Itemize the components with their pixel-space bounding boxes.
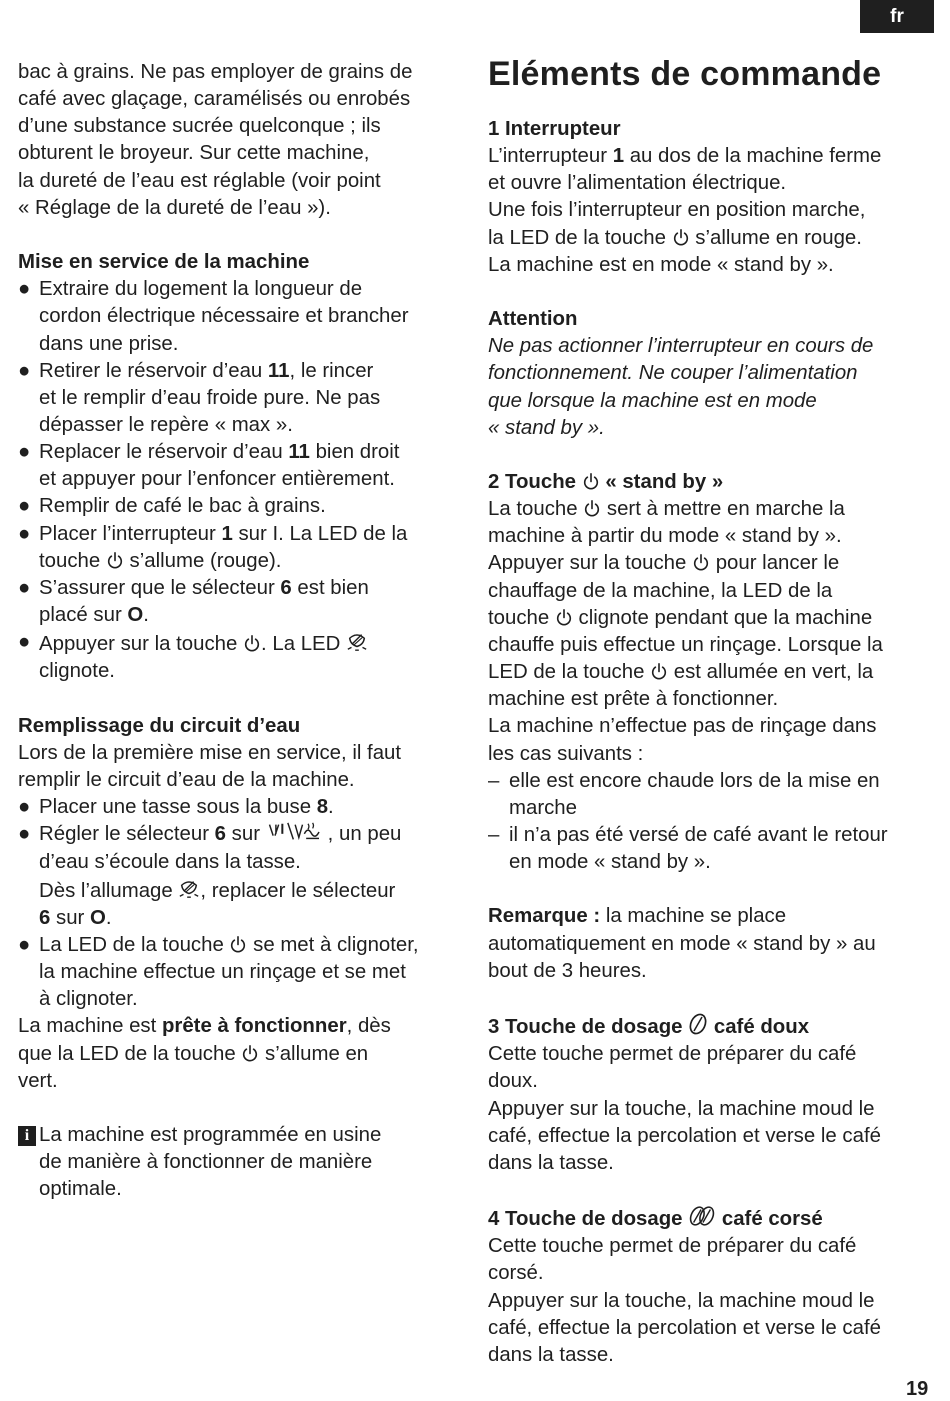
section-heading-mise-en-service: Mise en service de la machine bbox=[18, 251, 310, 274]
paragraph-line: chauffage de la machine, la LED de la bbox=[488, 579, 833, 602]
paragraph-line: les cas suivants : bbox=[488, 742, 644, 765]
paragraph-line: café, effectue la percolation et verse le café bbox=[488, 1124, 881, 1147]
list-item bbox=[18, 521, 470, 575]
ready-line: que la LED de la touche s’allume en bbox=[18, 1042, 369, 1065]
list-item-text: S’assurer que le sélecteur 6 est bien bbox=[39, 576, 369, 599]
paragraph-line: La machine n’effectue pas de rinçage dans bbox=[488, 715, 877, 738]
list-item-text: 6 sur O. bbox=[39, 906, 112, 929]
power-icon bbox=[583, 499, 601, 518]
remarque-line: Remarque : la machine se place bbox=[488, 905, 787, 928]
list-item bbox=[18, 821, 470, 932]
list-item-text: Replacer le réservoir d’eau 11 bien droit bbox=[39, 441, 400, 464]
info-icon: i bbox=[18, 1126, 36, 1146]
paragraph-line: LED de la touche est allumée en vert, la bbox=[488, 661, 874, 684]
list-item-text: d’eau s’écoule dans la tasse. bbox=[39, 850, 301, 873]
list-item bbox=[18, 358, 470, 439]
list-item-text: cordon électrique nécessaire et brancher bbox=[39, 305, 409, 328]
paragraph-line: chauffe puis effectue un rinçage. Lorsque la bbox=[488, 633, 883, 656]
power-icon bbox=[229, 935, 247, 954]
power-icon bbox=[243, 634, 261, 653]
paragraph-line: Cette touche permet de préparer du café bbox=[488, 1235, 857, 1258]
paragraph-line: Appuyer sur la touche, la machine moud le bbox=[488, 1097, 875, 1120]
section-heading-remplissage: Remplissage du circuit d’eau bbox=[18, 714, 301, 737]
section-heading-cafe-doux: 3 Touche de dosage café doux bbox=[488, 1012, 940, 1041]
list-item-text: elle est encore chaude lors de la mise en bbox=[509, 769, 880, 792]
list-item-text: dépasser le repère « max ». bbox=[39, 414, 293, 437]
list-item-text: Dès l’allumage , replacer le sélecteur bbox=[39, 876, 470, 905]
page-title: Eléments de commande bbox=[488, 55, 882, 93]
single-bean-icon bbox=[688, 1012, 708, 1036]
attention-text: Ne pas actionner l’interrupteur en cours de bbox=[488, 335, 874, 358]
list-item-text: Placer l’interrupteur 1 sur I. La LED de la bbox=[39, 522, 408, 545]
bullet-marker: ● bbox=[18, 823, 31, 846]
intro-line: « Réglage de la dureté de l’eau »). bbox=[18, 196, 331, 219]
list-item-text: marche bbox=[509, 796, 577, 819]
bullet-marker: ● bbox=[18, 576, 31, 599]
bullet-marker: ● bbox=[18, 359, 31, 382]
paragraph-line: la LED de la touche s’allume en rouge. bbox=[488, 226, 862, 249]
bullet-marker: ● bbox=[18, 631, 31, 654]
dash-marker: – bbox=[488, 769, 500, 792]
list-item-text: Remplir de café le bac à grains. bbox=[39, 495, 326, 518]
attention-text: que lorsque la machine est en mode bbox=[488, 389, 817, 412]
paragraph-line: remplir le circuit d’eau de la machine. bbox=[18, 769, 355, 792]
ready-line: La machine est prête à fonctionner, dès bbox=[18, 1015, 391, 1038]
dash-list-item bbox=[488, 768, 940, 822]
left-column bbox=[18, 59, 470, 1204]
list-item-text: Extraire du logement la longueur de bbox=[39, 278, 363, 301]
power-icon bbox=[241, 1044, 259, 1063]
list-item-text: la machine effectue un rinçage et se met bbox=[39, 961, 406, 984]
bullet-marker: ● bbox=[18, 495, 31, 518]
attention-heading: Attention bbox=[488, 308, 578, 331]
dash-marker: – bbox=[488, 824, 500, 847]
list-item-text: clignote. bbox=[39, 660, 115, 683]
power-icon bbox=[106, 551, 124, 570]
info-text: La machine est programmée en usine bbox=[39, 1124, 382, 1147]
info-text: de manière à fonctionner de manière bbox=[39, 1151, 373, 1174]
power-icon bbox=[555, 608, 573, 627]
paragraph-line: doux. bbox=[488, 1070, 538, 1093]
paragraph-line: L’interrupteur 1 au dos de la machine ferme bbox=[488, 145, 882, 168]
descale-icon bbox=[346, 629, 368, 653]
power-icon bbox=[692, 553, 710, 572]
intro-line: obturent le broyeur. Sur cette machine, bbox=[18, 142, 370, 165]
list-item-text: touche s’allume (rouge). bbox=[39, 549, 282, 572]
info-note bbox=[18, 1122, 470, 1203]
list-item-text: Retirer le réservoir d’eau 11, le rincer bbox=[39, 359, 374, 382]
paragraph-line: corsé. bbox=[488, 1262, 544, 1285]
paragraph-line: machine à partir du mode « stand by ». bbox=[488, 525, 842, 548]
descale-icon bbox=[178, 876, 200, 900]
list-item bbox=[18, 575, 470, 629]
list-item-text: et appuyer pour l’enfoncer entièrement. bbox=[39, 468, 395, 491]
intro-line: café avec glaçage, caramélisés ou enrobés bbox=[18, 88, 411, 111]
paragraph-line: Une fois l’interrupteur en position marche, bbox=[488, 199, 866, 222]
paragraph-line: touche clignote pendant que la machine bbox=[488, 606, 873, 629]
dash-list-item bbox=[488, 822, 940, 876]
paragraph-line: Cette touche permet de préparer du café bbox=[488, 1043, 857, 1066]
list-item-text: Régler le sélecteur 6 sur , un peu bbox=[39, 823, 402, 846]
double-bean-icon bbox=[688, 1204, 716, 1228]
section-heading-standby: 2 Touche « stand by » bbox=[488, 471, 724, 493]
paragraph-line: café, effectue la percolation et verse le café bbox=[488, 1316, 881, 1339]
paragraph-line: machine est prête à fonctionner. bbox=[488, 688, 779, 711]
list-item-text: Placer une tasse sous la buse 8. bbox=[39, 796, 334, 819]
paragraph-line: dans la tasse. bbox=[488, 1151, 614, 1174]
page-number: 19 bbox=[906, 1378, 929, 1400]
list-item bbox=[18, 629, 470, 685]
bullet-marker: ● bbox=[18, 933, 31, 956]
list-item bbox=[18, 932, 470, 1013]
paragraph-line: La touche sert à mettre en marche la bbox=[488, 498, 845, 521]
list-item bbox=[18, 493, 470, 520]
intro-line: d’une substance sucrée quelconque ; ils bbox=[18, 115, 381, 138]
list-item bbox=[18, 794, 470, 821]
paragraph-line: dans la tasse. bbox=[488, 1343, 614, 1366]
bullet-marker: ● bbox=[18, 441, 31, 464]
list-item-text: en mode « stand by ». bbox=[509, 851, 711, 874]
list-item bbox=[18, 276, 470, 357]
power-icon bbox=[582, 472, 600, 491]
paragraph-line: La machine est en mode « stand by ». bbox=[488, 253, 834, 276]
paragraph-line: Appuyer sur la touche, la machine moud le bbox=[488, 1289, 875, 1312]
ready-line: vert. bbox=[18, 1069, 58, 1092]
attention-text: fonctionnement. Ne couper l’alimentation bbox=[488, 362, 858, 385]
section-heading-cafe-corse: 4 Touche de dosage café corsé bbox=[488, 1204, 940, 1233]
power-icon bbox=[672, 228, 690, 247]
bullet-marker: ● bbox=[18, 278, 31, 301]
list-item-text: à clignoter. bbox=[39, 988, 138, 1011]
list-item-text: Appuyer sur la touche . La LED bbox=[39, 629, 470, 658]
list-item bbox=[18, 439, 470, 493]
bullet-marker: ● bbox=[18, 522, 31, 545]
paragraph-line: et ouvre l’alimentation électrique. bbox=[488, 172, 787, 195]
bullet-marker: ● bbox=[18, 796, 31, 819]
section-heading-interrupteur: 1 Interrupteur bbox=[488, 118, 621, 140]
hot-water-steam-icon bbox=[266, 821, 328, 843]
info-text: optimale. bbox=[39, 1178, 122, 1201]
list-item-text: il n’a pas été versé de café avant le retour bbox=[509, 824, 888, 847]
paragraph-line: Lors de la première mise en service, il faut bbox=[18, 741, 402, 764]
remarque-line: automatiquement en mode « stand by » au bbox=[488, 932, 876, 955]
list-item-text: La LED de la touche se met à clignoter, bbox=[39, 933, 419, 956]
list-item-text: dans une prise. bbox=[39, 332, 179, 355]
language-tab: fr bbox=[860, 0, 934, 33]
intro-line: la dureté de l’eau est réglable (voir point bbox=[18, 169, 381, 192]
paragraph-line: Appuyer sur la touche pour lancer le bbox=[488, 552, 840, 575]
attention-text: « stand by ». bbox=[488, 416, 605, 439]
power-icon bbox=[650, 662, 668, 681]
right-column bbox=[488, 55, 940, 1369]
intro-line: bac à grains. Ne pas employer de grains de bbox=[18, 61, 413, 83]
list-item-text: et le remplir d’eau froide pure. Ne pas bbox=[39, 386, 381, 409]
remarque-line: bout de 3 heures. bbox=[488, 959, 647, 982]
list-item-text: placé sur O. bbox=[39, 604, 149, 627]
